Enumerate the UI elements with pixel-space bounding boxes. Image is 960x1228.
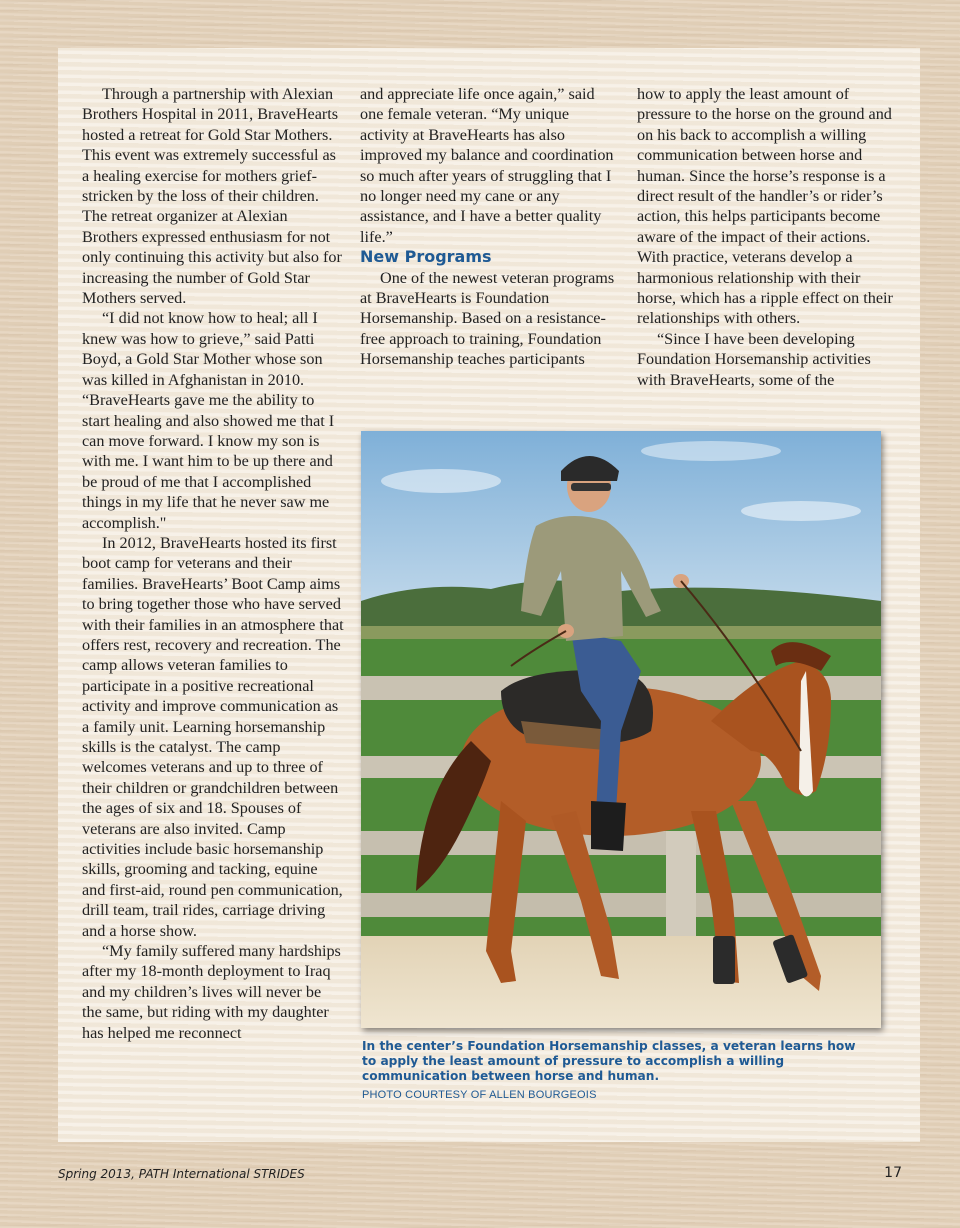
section-heading: New Programs xyxy=(360,247,492,267)
paragraph-continuation: how to apply the least amount of pressure to the horse on the ground and on his back to accomplish a willing communication between horse and human. Since the horse’s response is a direct result of the handler’s or rider’s action, this helps participants become aware of the impact of their actions. With practice, veterans develop a harmonious relationship with their horse, which has a ripple effect on their relationships with others. xyxy=(637,85,893,328)
paragraph: “Since I have been developing Foundation Horsemanship activities with BraveHearts, some of the xyxy=(637,329,871,389)
footer-publication: Spring 2013, PATH International STRIDES xyxy=(58,1167,305,1181)
horse-rider-photo xyxy=(361,431,881,1028)
paragraph: In 2012, BraveHearts hosted its first boot camp for veterans and their families. BraveHearts’ Boot Camp aims to bring together those who have served with their families in an atmosphere that offers rest, recovery and recreation. The camp allows veteran families to participate in a positive recreational activity and improve communication as a family unit. Learning horsemanship skills is the catalyst. The camp welcomes veterans and up to three of their children or grandchildren between the ages of six and 18. Spouses of veterans are also invited. Camp activities include basic horsemanship skills, grooming and tacking, equine and first-aid, round pen communication, drill team, trail rides, carriage driving and a horse show. xyxy=(82,533,344,940)
page-number: 17 xyxy=(884,1165,902,1181)
photo-credit: PHOTO COURTESY OF ALLEN BOURGEOIS xyxy=(362,1089,597,1101)
paragraph-continuation: and appreciate life once again,” said one female veteran. “My unique activity at BraveHearts has also improved my balance and coordination so much after years of struggling that I no longer need my cane or any assistance, and I have a better quality life.” xyxy=(360,85,614,246)
article-column-3 xyxy=(637,84,899,390)
paragraph: “My family suffered many hardships after my 18-month deployment to Iraq and my children’s lives will never be the same, but riding with my daughter has helped me reconnect xyxy=(82,942,341,1042)
article-column-2 xyxy=(360,84,618,370)
paragraph: One of the newest veteran programs at BraveHearts is Foundation Horsemanship. Based on a resistance-free approach to training, Foundation Horsemanship teaches participants xyxy=(360,268,615,369)
paragraph: “I did not know how to heal; all I knew was how to grieve,” said Patti Boyd, a Gold Star Mother whose son was killed in Afghanistan in 2010. “BraveHearts gave me the ability to start healing and also showed me that I can move forward. I know my son is with me. I want him to be up there and be proud of me that I accomplished things in my life that he never saw me accomplish." xyxy=(82,309,335,532)
article-column-1 xyxy=(82,84,344,1043)
paragraph: Through a partnership with Alexian Brothers Hospital in 2011, BraveHearts hosted a retreat for Gold Star Mothers. This event was extremely successful as a healing exercise for mothers grief-stricken by the loss of their children. The retreat organizer at Alexian Brothers expressed enthusiasm for not only continuing this activity but also for increasing the number of Gold Star Mothers served. xyxy=(82,85,342,308)
photo-caption: In the center’s Foundation Horsemanship classes, a veteran learns how to apply the least amount of pressure to accomplish a willing communication between horse and human. xyxy=(362,1039,856,1083)
